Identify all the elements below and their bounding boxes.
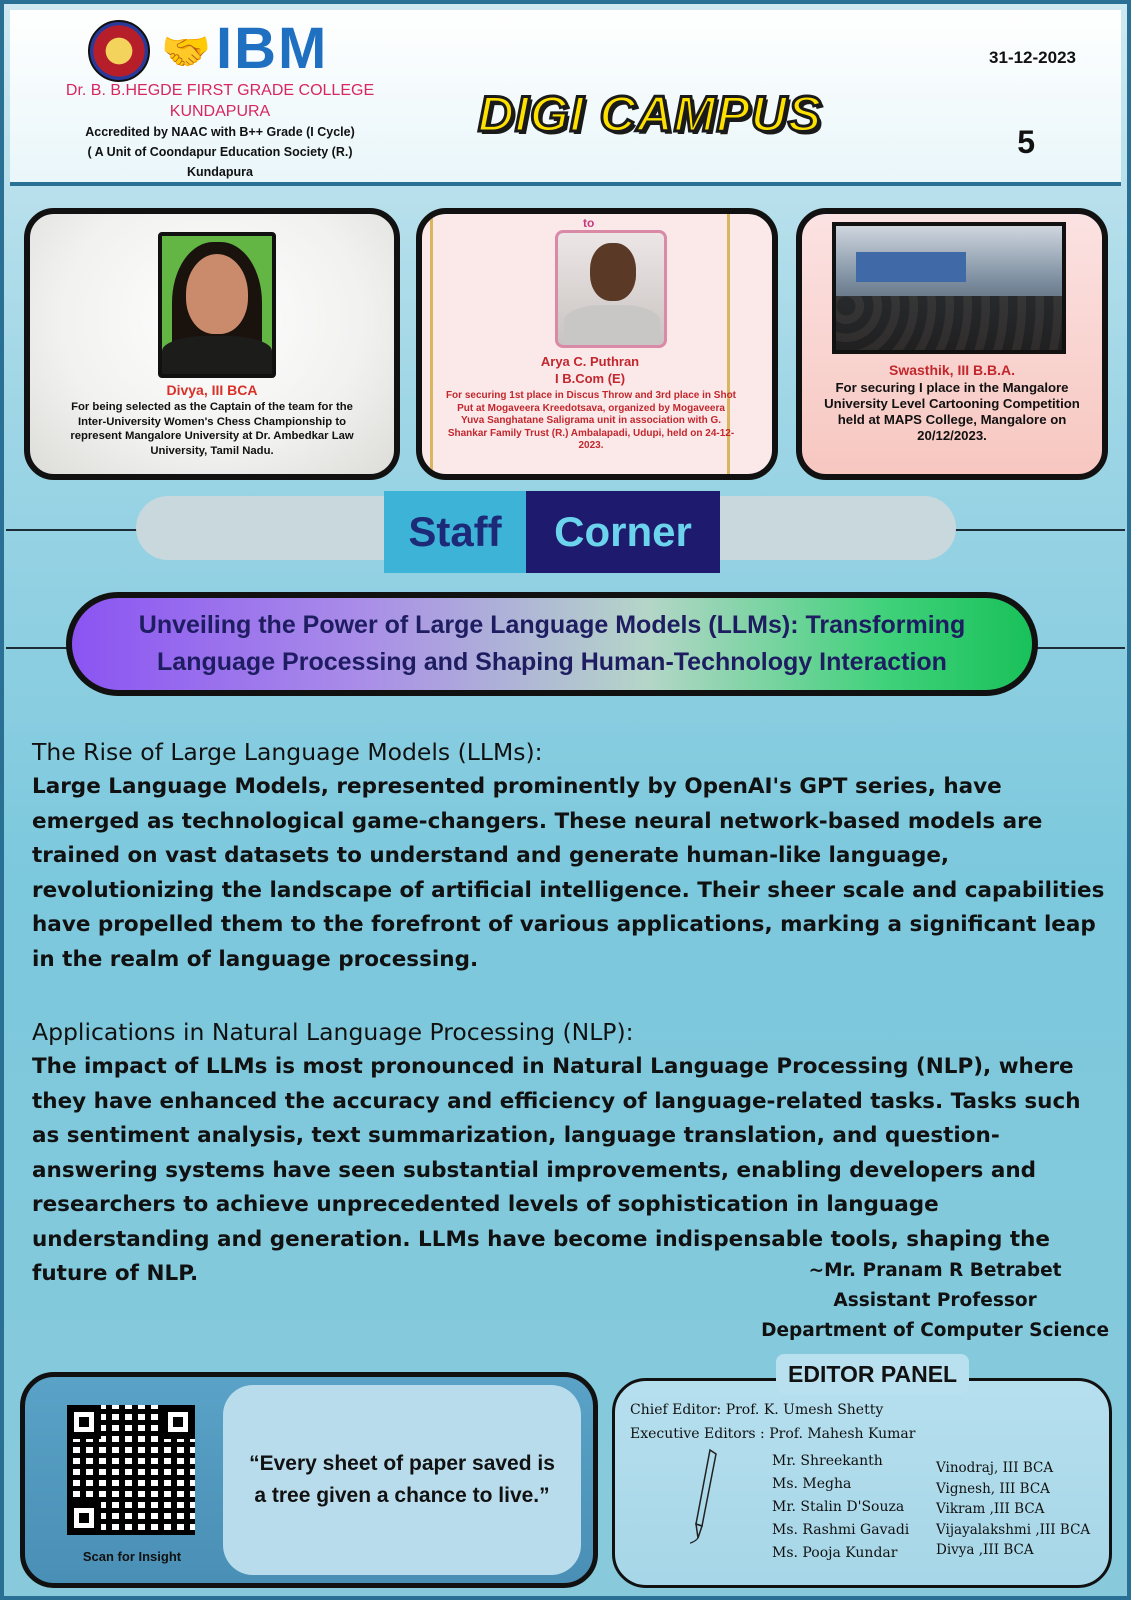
qr-label: Scan for Insight	[82, 1549, 182, 1564]
college-name-line2: KUNDAPURA	[169, 103, 271, 120]
handshake-icon: 🤝	[161, 29, 211, 75]
article-section	[32, 734, 1107, 977]
quote-box	[223, 1385, 581, 1575]
editor-panel-title: EDITOR PANEL	[776, 1354, 969, 1394]
editor-name: Mr. Stalin D'Souza	[772, 1499, 905, 1515]
accreditation-text: Accredited by NAAC with B++ Grade (I Cycle)	[85, 125, 355, 139]
article-title-line2: Language Processing and Shaping Human-Technology Interaction	[157, 648, 947, 676]
achievement-card-swasthik	[796, 208, 1108, 480]
editor-name: Vignesh, III BCA	[936, 1480, 1050, 1497]
staff-editors-list	[772, 1450, 909, 1565]
header	[10, 10, 1121, 186]
editor-name: Divya ,III BCA	[936, 1542, 1034, 1558]
editor-name: Mr. Shreekanth	[772, 1453, 883, 1469]
article-title	[66, 592, 1038, 696]
to-text: to	[583, 216, 595, 230]
executive-editors: Executive Editors : Prof. Mahesh Kumar	[630, 1426, 916, 1442]
college-name-line1: Dr. B. B.HEGDE FIRST GRADE COLLEGE	[65, 82, 375, 99]
section-heading: The Rise of Large Language Models (LLMs):	[32, 738, 543, 766]
student-photo	[158, 232, 276, 378]
author-role: Assistant Professor	[833, 1290, 1037, 1311]
college-emblem-icon	[88, 20, 150, 82]
editor-name: Vikram ,III BCA	[936, 1501, 1045, 1517]
author-department: Department of Computer Science	[761, 1320, 1109, 1341]
author-signature	[761, 1256, 1109, 1346]
place-text: Kundapura	[187, 165, 253, 179]
achievement-card-divya	[24, 208, 400, 480]
editor-name: Ms. Pooja Kundar	[772, 1545, 898, 1561]
logo-group	[80, 16, 360, 81]
editor-name: Vinodraj, III BCA	[936, 1460, 1054, 1476]
section-text: The impact of LLMs is most pronounced in Natural Language Processing (NLP), where they have enhanced the accuracy and efficiency of language-related tasks. Tasks such as sentiment analysis, text summarization, language translation, and question-answering systems have seen substantial improvements, enabling developers and researchers to achieve unprecedented levels of sophistication in language understanding and generation. LLMs have become indispensable tools, shaping the future of NLP.	[32, 1054, 1081, 1286]
achievement-description: For being selected as the Captain of the team for the Inter-University Women's Chess Championship to represent Mangalore University at Dr. Ambedkar Law University, Tamil Nadu.	[70, 401, 354, 457]
article-section	[32, 1014, 1107, 1292]
certificate-frame	[430, 214, 737, 480]
section-text: Large Language Models, represented prominently by OpenAI's GPT series, have emerged as technological game-changers. These neural network-based models are trained on vast datasets to understand and generate human-like language, revolutionizing the landscape of artificial intelligence. Their sheer scale and capabilities have propelled them to the forefront of various applications, marking a significant leap in the realm of language processing.	[32, 774, 1105, 972]
ibm-logo: IBM	[216, 22, 358, 76]
achievement-course: I B.Com (E)	[554, 371, 626, 386]
section-banner-staff: Staff	[384, 491, 526, 573]
qr-panel	[20, 1372, 598, 1588]
author-name: ~Mr. Pranam R Betrabet	[808, 1260, 1062, 1281]
qr-code-icon[interactable]	[67, 1405, 195, 1535]
issue-date: 31-12-2023	[989, 48, 1076, 67]
achievement-name: Arya C. Puthran	[540, 354, 640, 369]
achievement-name: Swasthik, III B.B.A.	[888, 362, 1016, 378]
unit-text: ( A Unit of Coondapur Education Society (R.)	[87, 145, 353, 159]
achievement-description: For securing 1st place in Discus Throw and 3rd place in Shot Put at Mogaveera Kreedotsava, organized by Mogaveera Yuva Sanghatane Saligrama unit in association with G. Shankar Family Trust (R.) Ambalapadi, Udupi, held on 24-12-2023.	[445, 390, 737, 452]
achievement-card-arya	[416, 208, 778, 480]
page-number: 5	[1017, 124, 1035, 160]
editor-name: Ms. Megha	[772, 1476, 852, 1492]
editor-name: Ms. Rashmi Gavadi	[772, 1522, 910, 1538]
event-photo	[832, 222, 1066, 354]
student-editors-list	[936, 1458, 1090, 1561]
section-banner-corner: Corner	[526, 491, 720, 573]
achievement-name: Divya, III BCA	[166, 382, 258, 398]
achievement-description: For securing I place in the Mangalore University Level Cartooning Competition held at MAPS College, Mangalore on 20/12/2023.	[824, 380, 1080, 443]
student-photo	[555, 230, 667, 348]
editor-name: Vijayalakshmi ,III BCA	[936, 1521, 1091, 1538]
college-name	[30, 80, 410, 122]
chief-editor: Chief Editor: Prof. K. Umesh Shetty	[630, 1402, 884, 1418]
article-title-line1: Unveiling the Power of Large Language Models (LLMs): Transforming	[138, 611, 966, 639]
quote-text: “Every sheet of paper saved is a tree given a chance to live.”	[249, 1452, 555, 1507]
section-heading: Applications in Natural Language Processing (NLP):	[32, 1018, 634, 1046]
college-details	[30, 122, 410, 182]
newsletter-title: DIGI CAMPUS	[477, 86, 823, 142]
pen-icon	[690, 1448, 718, 1552]
